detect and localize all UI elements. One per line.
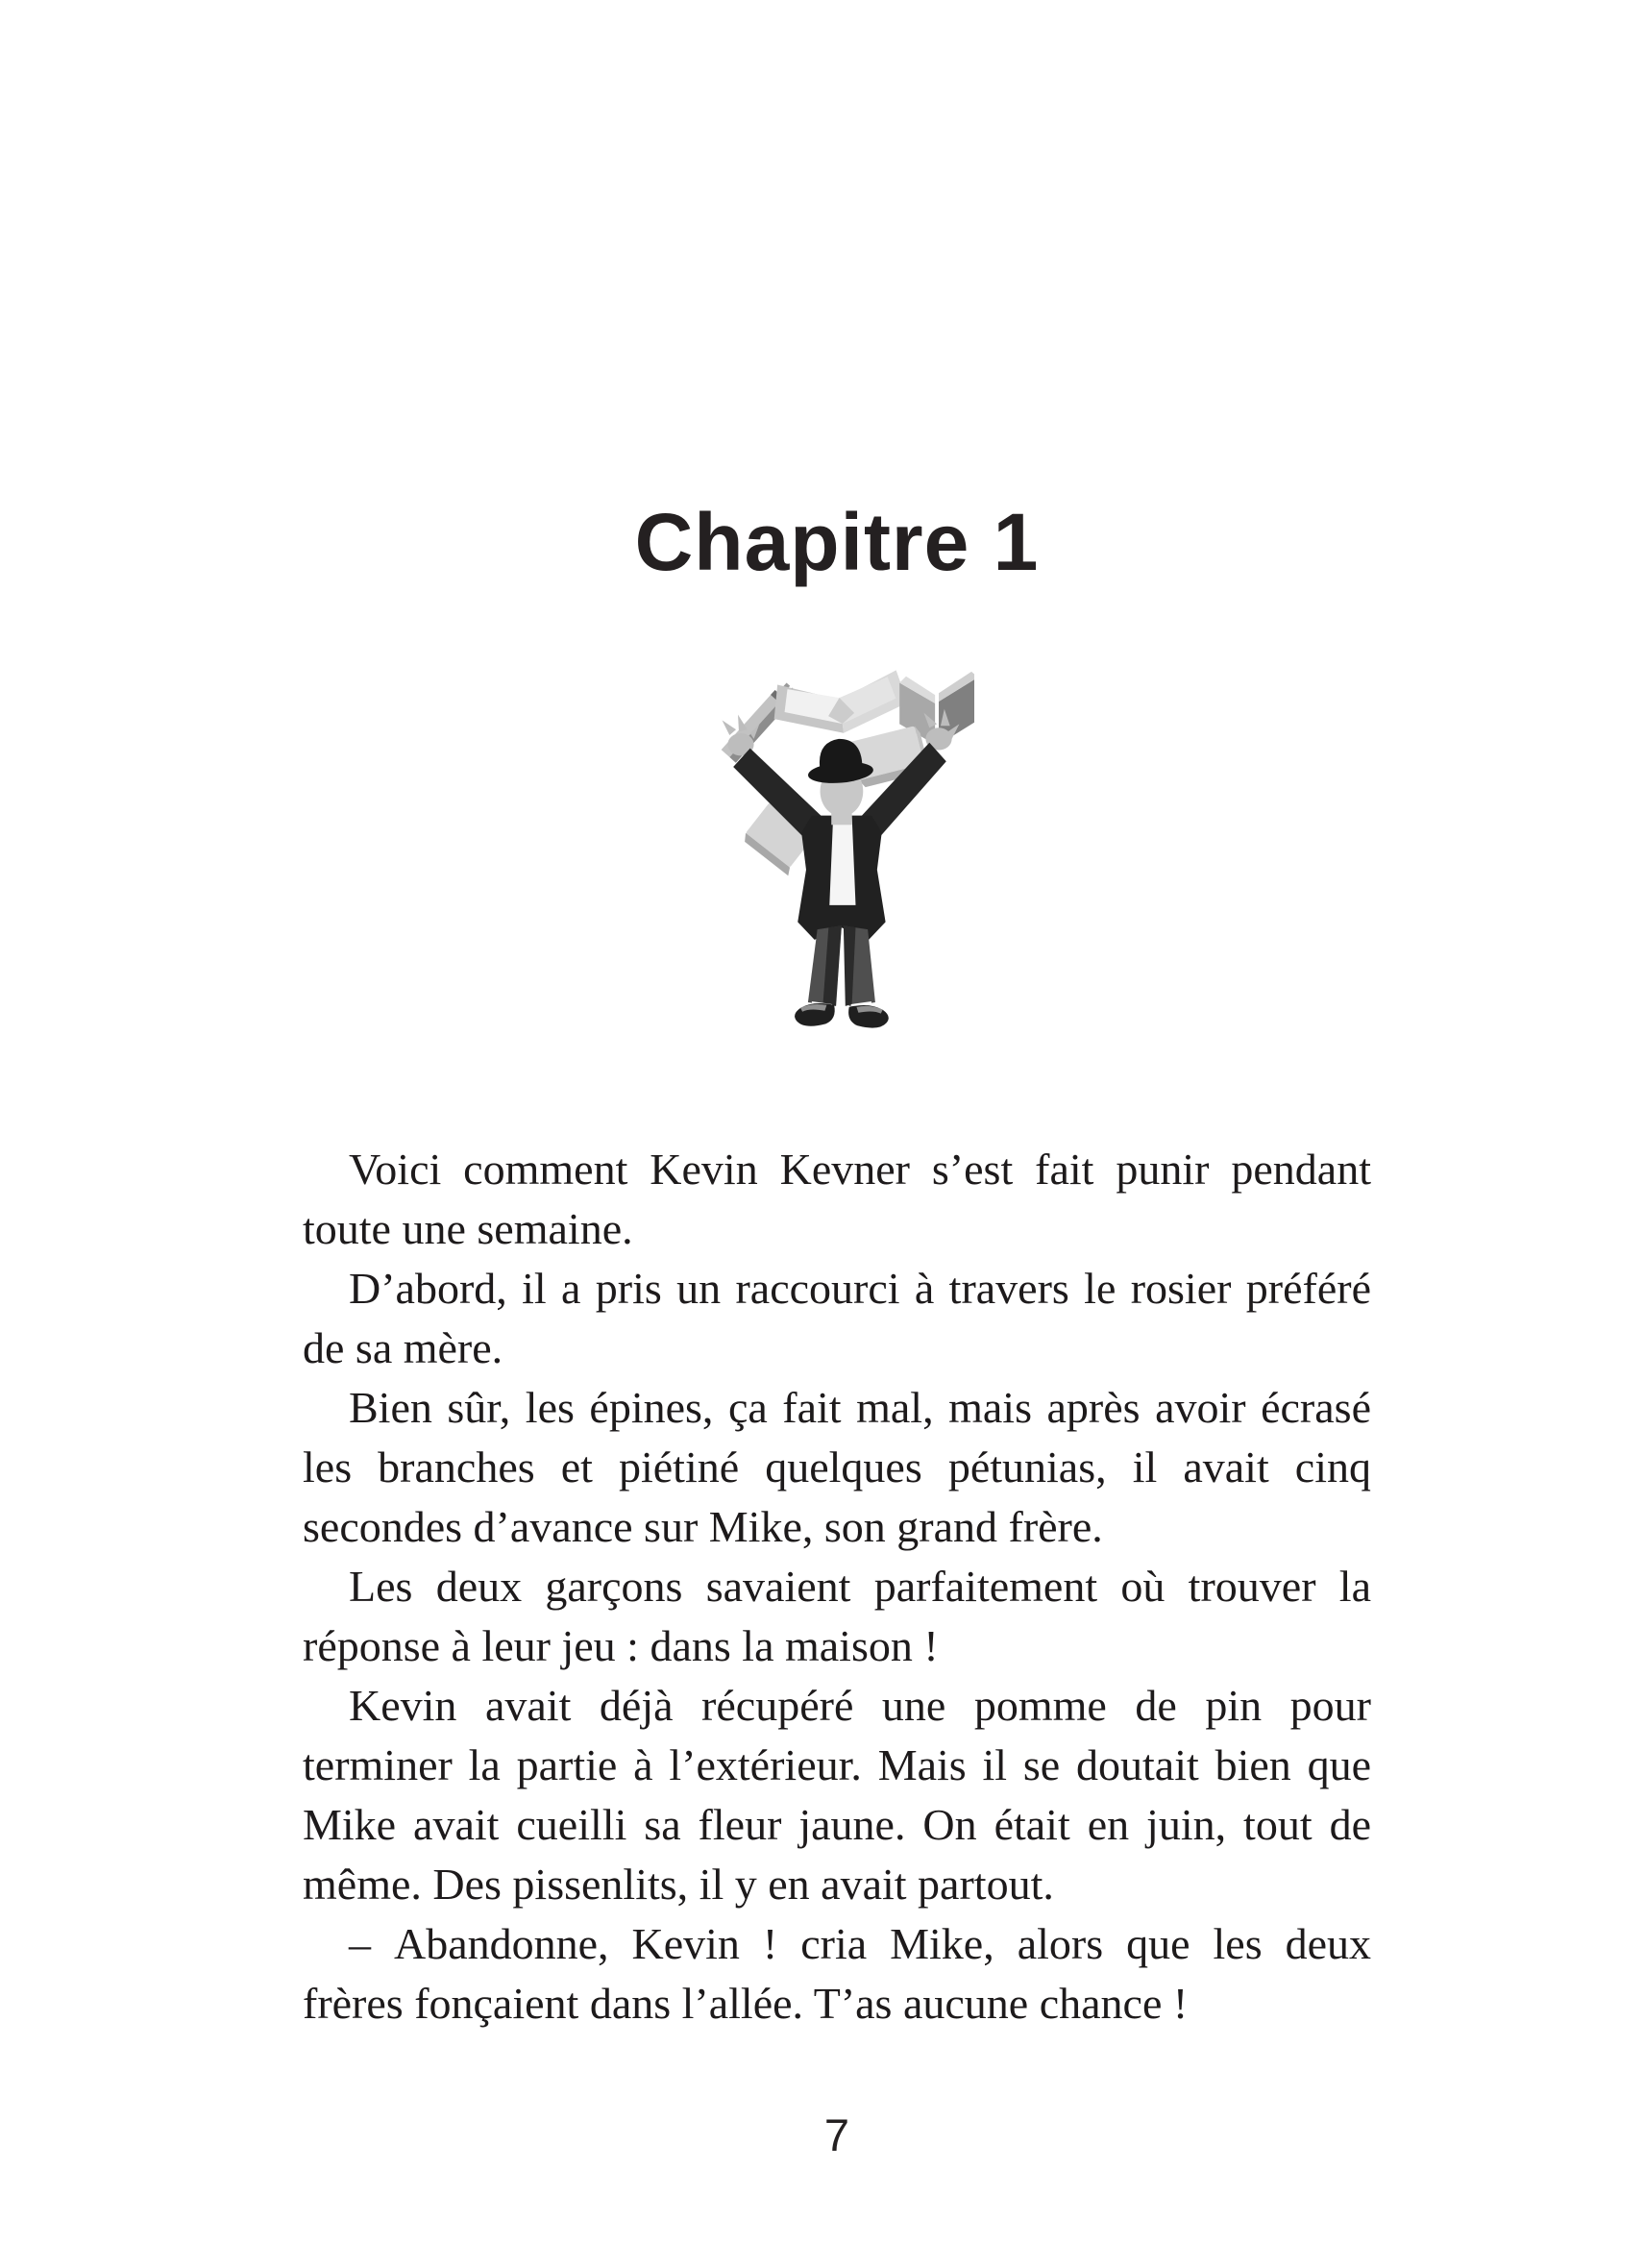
chapter-body [303, 1140, 1371, 2034]
paragraph: Bien sûr, les épines, ça fait mal, mais après avoir écrasé les branches et piétiné quelques pétunias, il avait cinq secondes d’avance sur Mike, son grand frère. [303, 1383, 1371, 1551]
man-figure [722, 709, 959, 1028]
man-juggling-books-illustration [703, 634, 974, 1036]
paragraph: – Abandonne, Kevin ! cria Mike, alors que les deux frères fonçaient dans l’allée. T’as aucune chance ! [303, 1919, 1371, 2028]
page-footer [303, 2109, 1371, 2160]
paragraph: Voici comment Kevin Kevner s’est fait punir pendant toute une semaine. [303, 1145, 1371, 1253]
paragraph: Kevin avait déjà récupéré une pomme de pin pour terminer la partie à l’extérieur. Mais il se doutait bien que Mike avait cueilli sa fleur jaune. On était en juin, tout de même. Des pissenlits, il y en avait partout. [303, 1681, 1371, 1909]
chapter-illustration [703, 634, 974, 1036]
paragraph: Les deux garçons savaient parfaitement où trouver la réponse à leur jeu : dans la maison ! [303, 1562, 1371, 1670]
shirt [829, 816, 855, 905]
open-book-icon [770, 669, 910, 741]
paragraph: D’abord, il a pris un raccourci à travers le rosier préféré de sa mère. [303, 1264, 1371, 1372]
page-number: 7 [823, 2109, 850, 2160]
chapter-title: Chapitre 1 [634, 497, 1040, 587]
